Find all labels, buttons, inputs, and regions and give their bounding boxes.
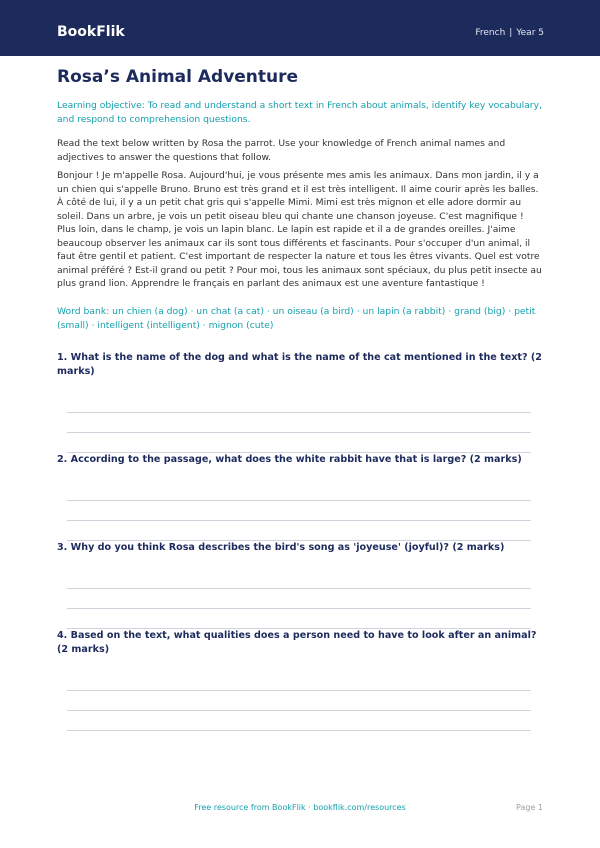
answer-line[interactable] [67, 520, 531, 521]
question-1: 1. What is the name of the dog and what is the name of the cat mentioned in the text? (2 marks) [57, 352, 542, 377]
answer-line[interactable] [67, 710, 531, 711]
answer-line[interactable] [67, 432, 531, 433]
page-number: Page 1 [516, 803, 543, 812]
word-bank: Word bank: un chien (a dog) · un chat (a cat) · un oiseau (a bird) · un lapin (a rabbit) · grand (big) · petit (small) · intelligent (intelligent) · mignon (cute) [57, 306, 536, 331]
question-3: 3. Why do you think Rosa describes the bird's song as 'joyeuse' (joyful)? (2 marks) [57, 542, 505, 553]
learning-objective: Learning objective: To read and understand a short text in French about animals, identify key vocabulary, and respond to comprehension questions. [57, 100, 542, 125]
meta-separator: | [509, 28, 513, 38]
subject-label: French [475, 28, 506, 38]
question-4: 4. Based on the text, what qualities does a person need to have to look after an animal? (2 marks) [57, 630, 537, 655]
brand-logo-text: BookFlik [57, 24, 125, 40]
answer-line[interactable] [67, 730, 531, 731]
answer-line[interactable] [67, 588, 531, 589]
header-bar [0, 0, 600, 56]
reading-passage: Bonjour ! Je m'appelle Rosa. Aujourd'hui, je vous présente mes amis les animaux. Dans mon jardin, il y a un chien qui s'appelle Bruno. Bruno est très grand et il est très intelligent. Il aime courir après les balles. À côté de lui, il y a un petit chat gris qui s'appelle Mimi. Mimi est très mignon et elle adore dormir au soleil. Dans un arbre, je vois un petit oiseau bleu qui chante une chanson joyeuse. C'est magnifique ! Plus loin, dans le champ, je vois un lapin blanc. Le lapin est rapide et il a de grandes oreilles. J'aime beaucoup observer les animaux car ils sont tous différents et fascinants. Pour s'occuper d'un animal, il faut être gentil et patient. C'est important de respecter la nature et tous les êtres vivants. Quel est votre animal préféré ? Est-il grand ou petit ? Pour moi, tous les animaux sont spéciaux, du plus petit insecte au plus grand lion. Apprendre le français en parlant des animaux est une aventure fantastique ! [57, 170, 542, 289]
footer-credit: Free resource from BookFlik · bookflik.com/resources [194, 803, 406, 812]
answer-line[interactable] [67, 690, 531, 691]
worksheet-title: Rosa’s Animal Adventure [57, 67, 299, 87]
question-2: 2. According to the passage, what does the white rabbit have that is large? (2 marks) [57, 454, 522, 465]
subject-year-label [475, 27, 544, 39]
instructions-text: Read the text below written by Rosa the parrot. Use your knowledge of French animal names and adjectives to answer the questions that follow. [57, 138, 506, 163]
year-label: Year 5 [516, 28, 544, 38]
answer-line[interactable] [67, 500, 531, 501]
answer-line[interactable] [67, 412, 531, 413]
answer-line[interactable] [67, 608, 531, 609]
